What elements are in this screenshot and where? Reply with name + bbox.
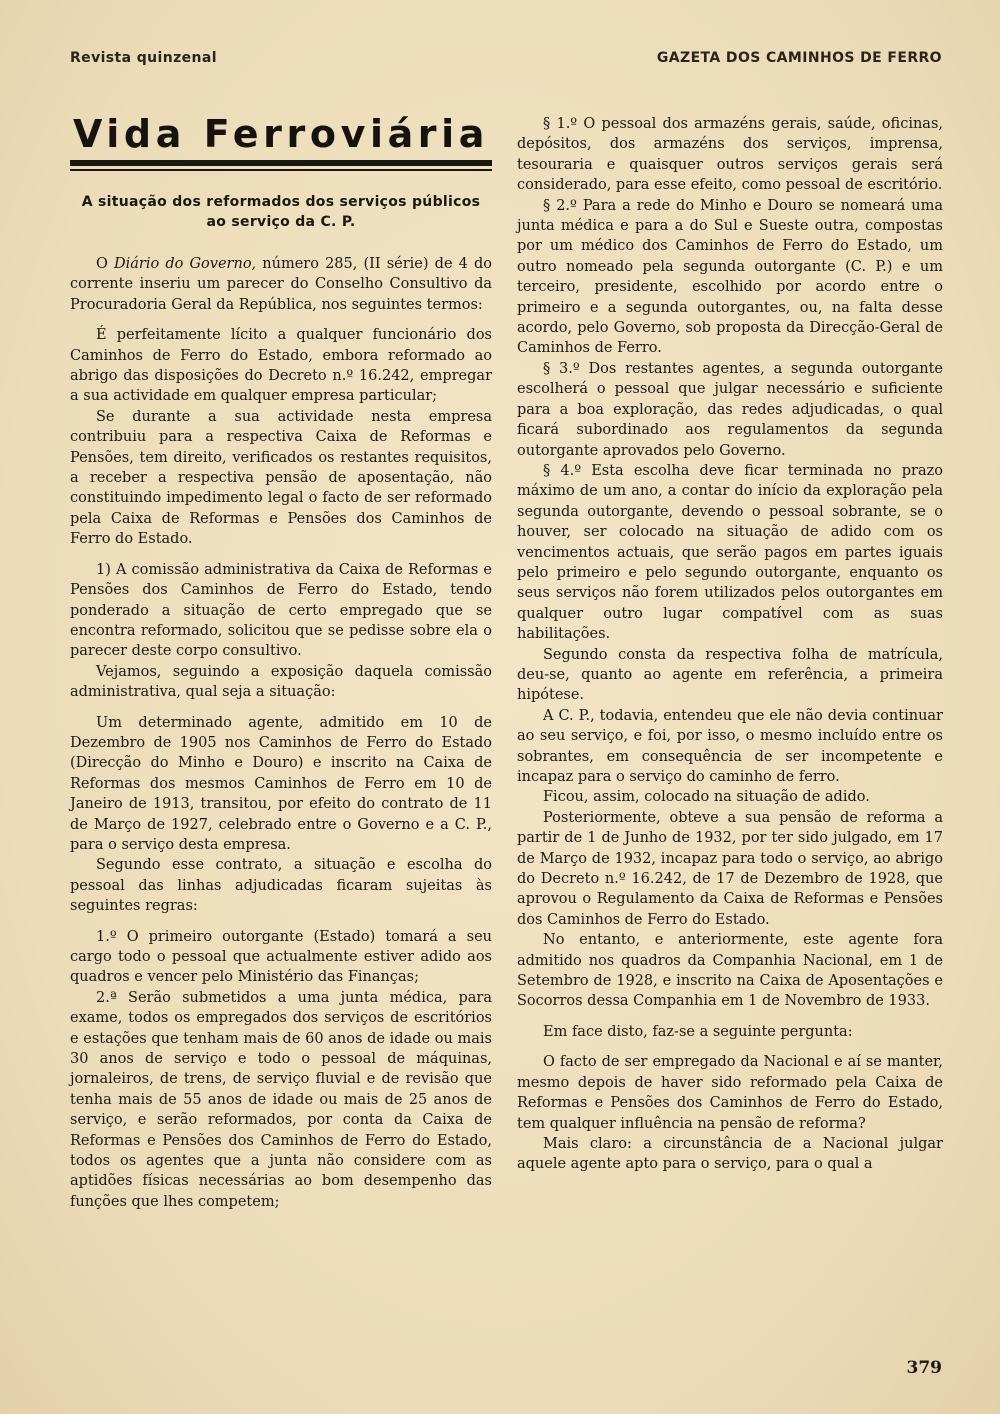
paragraph: § 4.º Esta escolha deve ficar terminada no prazo máximo de um ano, a contar do início da exploração pela segunda outorgante, devendo o pessoal sobrante, se o houver, ser colocado na situação de adido com os vencimentos actuais, que serão pagos em partes iguais pelo primeiro e pelo segundo outorgante, enquanto os seus serviços não forem utilizados pelos outorgantes em qualquer outro lugar compatível com as suas habilitações. xyxy=(517,462,943,643)
masthead-rule-thick xyxy=(70,160,492,166)
paragraph: A C. P., todavia, entendeu que ele não devia continuar ao seu serviço, e foi, por isso, o mesmo incluído entre os sobrantes, em consequência de ser incompetente e incapaz para o serviço do caminho de ferro. xyxy=(517,707,943,785)
masthead-rule-thin xyxy=(70,169,492,171)
article-title: A situação dos reformados dos serviços públicos ao serviço da C. P. xyxy=(81,194,481,230)
paragraph: Se durante a sua actividade nesta empresa contribuiu para a respectiva Caixa de Reformas e Pensões, tem direito, verificados os restantes requisitos, a receber a respectiva pensão de aposentação, não constituindo impedimento legal o facto de ser reformado pela Caixa de Reformas e Pensões dos Caminhos de Ferro do Estado. xyxy=(70,408,492,548)
intro-post: número 285, (II série) de 4 do corrente inseriu um parecer do Conselho Consultivo da Procuradoria Geral da República, nos seguintes termos: xyxy=(70,256,492,313)
section-masthead xyxy=(70,112,492,171)
left-column xyxy=(70,254,492,1212)
paragraph: § 3.º Dos restantes agentes, a segunda outorgante escolherá o pessoal que julgar necessário e suficiente para a boa exploração, das redes adjudicadas, o qual ficará subordinado aos regulamentos da segunda outorgante aprovados pelo Governo. xyxy=(517,360,943,459)
paragraph: 2.ª Serão submetidos a uma junta médica, para exame, todos os empregados dos serviços de escritórios e estações que tenham mais de 60 anos de idade ou mais 30 anos de serviço e todo o pessoal de máquinas, jornaleiros, de trens, de serviço fluvial e de revisão que tenha mais de 55 anos de idade ou mais de 25 anos de serviço, e serão reformados, por conta da Caixa de Reformas e Pensões dos Caminhos de Ferro do Estado, todos os agentes que a junta não considere com as aptidões físicas necessárias ao bom desempenho das funções que lhes competem; xyxy=(70,989,492,1210)
paragraph: Segundo consta da respectiva folha de matrícula, deu-se, quanto ao agente em referência, a primeira hipótese. xyxy=(517,646,943,704)
intro-paragraph xyxy=(70,254,492,315)
page-number: 379 xyxy=(906,1358,942,1378)
paragraph: § 2.º Para a rede do Minho e Douro se nomeará uma junta médica e para a do Sul e Sueste outra, compostas por um médico dos Caminhos de Ferro do Estado, um outro nomeado pela segunda outorgante (C. P.) e um terceiro, presidente, escolhido por acordo entre o primeiro e a segunda outorgantes, ou, na falta desse acordo, pelo Governo, sob proposta da Direcção-Geral de Caminhos de Ferro. xyxy=(517,197,943,357)
right-column xyxy=(517,114,943,1175)
paragraph: Mais claro: a circunstância de a Nacional julgar aquele agente apto para o serviço, para o qual a xyxy=(517,1135,943,1173)
paragraph: É perfeitamente lícito a qualquer funcionário dos Caminhos de Ferro do Estado, embora reformado ao abrigo das disposições do Decreto n.º 16.242, empregar a sua actividade em qualquer empresa particular; xyxy=(70,327,492,405)
section-title: Vida Ferroviária xyxy=(72,112,490,156)
paragraph: 1.º O primeiro outorgante (Estado) tomará a seu cargo todo o pessoal que actualmente estiver adido aos quadros e vencer pelo Ministério das Finanças; xyxy=(70,928,492,986)
journal-name: Diário do Governo, xyxy=(114,256,257,272)
running-header-left: Revista quinzenal xyxy=(70,50,217,66)
paragraph: Em face disto, faz-se a seguinte pergunta: xyxy=(543,1023,853,1040)
paragraph: O facto de ser empregado da Nacional e aí se manter, mesmo depois de haver sido reformado pela Caixa de Reformas e Pensões dos Caminhos de Ferro do Estado, tem qualquer influência na pensão de reforma? xyxy=(517,1054,943,1132)
paragraph: Um determinado agente, admitido em 10 de Dezembro de 1905 nos Caminhos de Ferro do Estado (Direcção do Minho e Douro) e inscrito na Caixa de Reformas dos mesmos Caminhos de Ferro em 10 de Janeiro de 1913, transitou, por efeito do contrato de 11 de Março de 1927, celebrado entre o Governo e a C. P., para o serviço desta empresa. xyxy=(70,714,492,853)
paragraph: Vejamos, seguindo a exposição daquela comissão administrativa, qual seja a situação: xyxy=(70,663,492,701)
intro-pre: O xyxy=(96,256,115,272)
paragraph: Posteriormente, obteve a sua pensão de reforma a partir de 1 de Junho de 1932, por ter sido julgado, em 17 de Março de 1932, incapaz para todo o serviço, ao abrigo do Decreto n.º 16.242, de 17 de Dezembro de 1928, que aprovou o Regulamento da Caixa de Reformas e Pensões dos Caminhos de Ferro do Estado. xyxy=(517,809,943,928)
paragraph: No entanto, e anteriormente, este agente fora admitido nos quadros da Companhia Nacional, em 1 de Setembro de 1928, e inscrito na Caixa de Aposentações e Socorros dessa Companhia em 1 de Novembro de 1933. xyxy=(517,932,943,1010)
paragraph: § 1.º O pessoal dos armazéns gerais, saúde, oficinas, depósitos, dos armazéns dos serviços, imprensa, tesouraria e quaisquer outros serviços gerais será considerado, para esse efeito, como pessoal de escritório. xyxy=(517,116,943,194)
running-header-right: GAZETA DOS CAMINHOS DE FERRO xyxy=(656,50,942,66)
paragraph: 1) A comissão administrativa da Caixa de Reformas e Pensões dos Caminhos de Ferro do Estado, tendo ponderado a situação de certo empregado que se encontra reformado, solicitou que se pedisse sobre ela o parecer deste corpo consultivo. xyxy=(70,561,492,660)
paragraph: Segundo esse contrato, a situação e escolha do pessoal das linhas adjudicadas ficaram sujeitas às seguintes regras: xyxy=(70,857,492,915)
paragraph: Ficou, assim, colocado na situação de adido. xyxy=(543,789,870,806)
